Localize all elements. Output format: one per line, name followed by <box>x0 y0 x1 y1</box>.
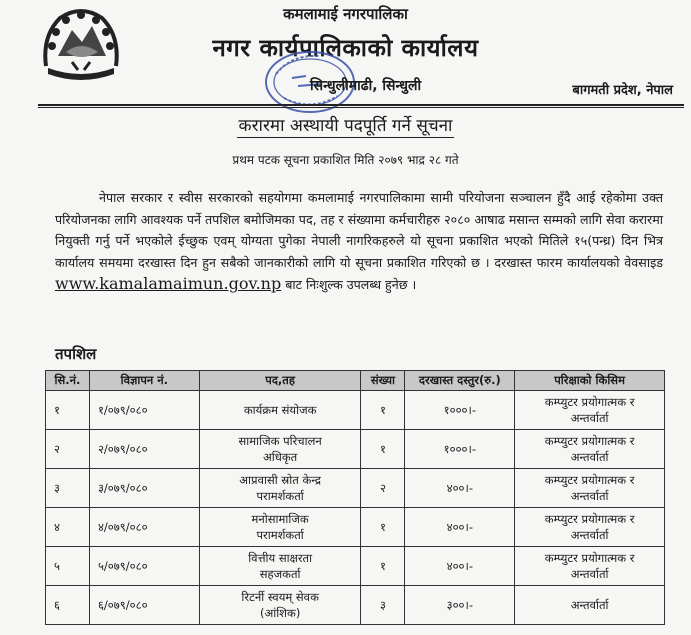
table-row <box>46 391 665 430</box>
cell-post-line1: रिटर्नी स्वयम् सेवक <box>241 590 319 604</box>
cell-post-line1: आप्रवासी स्रोत केन्द्र <box>239 473 321 487</box>
cell-sn: २ <box>46 430 90 469</box>
cell-post-line2: परामर्शकर्ता <box>256 528 304 542</box>
cell-sn: ४ <box>46 508 90 547</box>
col-header-post: पद,तह <box>199 371 361 391</box>
cell-count: १ <box>361 430 405 469</box>
header-divider <box>38 104 684 106</box>
cell-ad-number: ६/०७९/०८० <box>89 586 199 625</box>
cell-exam <box>515 430 665 469</box>
cell-count: १ <box>361 391 405 430</box>
notice-title <box>0 113 691 138</box>
cell-exam <box>515 508 665 547</box>
office-address: सिन्धुलीमाढी, सिन्धुली <box>310 78 422 94</box>
cell-exam-line2: अन्तर्वार्ता <box>570 411 609 425</box>
cell-exam <box>515 391 665 430</box>
notice-body-tail: बाट निःशुल्क उपलब्ध हुनेछ । <box>285 277 417 293</box>
cell-exam <box>515 586 665 625</box>
cell-post-line1: वित्तीय साक्षरता <box>248 551 313 565</box>
notice-body <box>55 187 663 296</box>
cell-ad-number: १/०७९/०८० <box>89 391 199 430</box>
cell-ad-number: २/०७९/०८० <box>89 430 199 469</box>
cell-ad-number: ४/०७९/०८० <box>89 508 199 547</box>
cell-exam-line1: कम्प्युटर प्रयोगात्मक र <box>544 512 635 526</box>
cell-sn: ५ <box>46 547 90 586</box>
cell-exam-line1: कम्प्युटर प्रयोगात्मक र <box>544 434 635 448</box>
cell-fee: ४००।- <box>405 469 515 508</box>
cell-exam-line2: अन्तर्वार्ता <box>570 450 609 464</box>
col-header-fee: दरखास्त दस्तुर(रु.) <box>405 371 515 391</box>
municipality-name: कमलामाई नगरपालिका <box>283 5 408 23</box>
cell-exam-line2: अन्तर्वार्ता <box>570 489 609 503</box>
table-header-row <box>46 371 665 391</box>
office-name: नगर कार्यपालिकाको कार्यालय <box>212 34 479 62</box>
cell-post-line1: मनोसामाजिक <box>251 512 309 526</box>
cell-post-line2: परामर्शकर्ता <box>256 489 304 503</box>
table-row <box>46 508 665 547</box>
cell-post-line1: सामाजिक परिचालन <box>238 434 322 448</box>
cell-exam-line1: अन्तर्वार्ता <box>570 598 609 612</box>
cell-exam-line2: अन्तर्वार्ता <box>570 567 609 581</box>
notice-title-text: करारमा अस्थायी पदपूर्ति गर्ने सूचना <box>237 113 455 138</box>
cell-sn: ६ <box>46 586 90 625</box>
cell-post-line1: कार्यक्रम संयोजक <box>243 403 317 417</box>
cell-sn: १ <box>46 391 90 430</box>
cell-post <box>199 586 361 625</box>
cell-ad-number: ५/०७९/०८० <box>89 547 199 586</box>
cell-post <box>199 508 361 547</box>
header-divider-thin <box>38 107 684 108</box>
cell-fee: १०००।- <box>405 391 515 430</box>
cell-post <box>199 391 361 430</box>
cell-exam <box>515 469 665 508</box>
cell-post-line2: (आंशिक) <box>259 606 301 620</box>
vacancy-table <box>45 370 665 625</box>
notice-body-text: नेपाल सरकार र स्वीस सरकारको सहयोगमा कमलामाई नगरपालिकामा सामी परियोजना सञ्चालन हुँदै आई रहेकोमा उक्त परियोजनका लागि आवश्यक पर्ने तपशिल बमोजिमका पद, तह र संख्यामा कर्मचारीहरु २०८० आषाढ मसान्त सम्मको लागि सेवा करारमा नियुक्ती गर्नु पर्ने भएकोले ईच्छुक एवम् योग्यता पुगेका नेपाली नागरिकहरुले यो सूचना प्रकाशित भएको मितिले १५(पन्ध्र) दिन भित्र कार्यालय समयमा दरखास्त दिन हुन सबैको जानकारीको लागि यो सूचना प्रकाशित गरिएको छ । दरखास्त फारम कार्यालयको वेवसाइड <box>55 190 663 270</box>
details-heading: तपशिल <box>55 345 97 363</box>
col-header-count: संख्या <box>361 371 405 391</box>
col-header-exam: परिक्षाको किसिम <box>515 371 665 391</box>
col-header-sn: सि.नं. <box>46 371 90 391</box>
cell-count: ३ <box>361 586 405 625</box>
website-link[interactable]: www.kamalamaimun.gov.np <box>55 274 282 294</box>
cell-post-line2: अधिकृत <box>263 450 298 464</box>
cell-fee: ४००।- <box>405 547 515 586</box>
cell-exam-line2: अन्तर्वार्ता <box>570 528 609 542</box>
table-row <box>46 469 665 508</box>
cell-count: १ <box>361 547 405 586</box>
cell-fee: १०००।- <box>405 430 515 469</box>
cell-exam <box>515 547 665 586</box>
cell-count: २ <box>361 469 405 508</box>
cell-post <box>199 469 361 508</box>
cell-exam-line1: कम्प्युटर प्रयोगात्मक र <box>544 395 635 409</box>
table-row <box>46 430 665 469</box>
cell-fee: ४००।- <box>405 508 515 547</box>
cell-sn: ३ <box>46 469 90 508</box>
province-name: बागमती प्रदेश, नेपाल <box>572 83 673 98</box>
cell-ad-number: ३/०७९/०८० <box>89 469 199 508</box>
cell-exam-line1: कम्प्युटर प्रयोगात्मक र <box>544 551 635 565</box>
publication-date: प्रथम पटक सूचना प्रकाशित मिति २०७९ भाद्र २८ गते <box>232 153 459 167</box>
table-row <box>46 547 665 586</box>
cell-post <box>199 547 361 586</box>
cell-post <box>199 430 361 469</box>
col-header-ad-number: विज्ञापन नं. <box>89 371 199 391</box>
cell-post-line2: सहजकर्ता <box>259 567 301 581</box>
cell-exam-line1: कम्प्युटर प्रयोगात्मक र <box>544 473 635 487</box>
cell-fee: ३००।- <box>405 586 515 625</box>
table-row <box>46 586 665 625</box>
cell-count: १ <box>361 508 405 547</box>
